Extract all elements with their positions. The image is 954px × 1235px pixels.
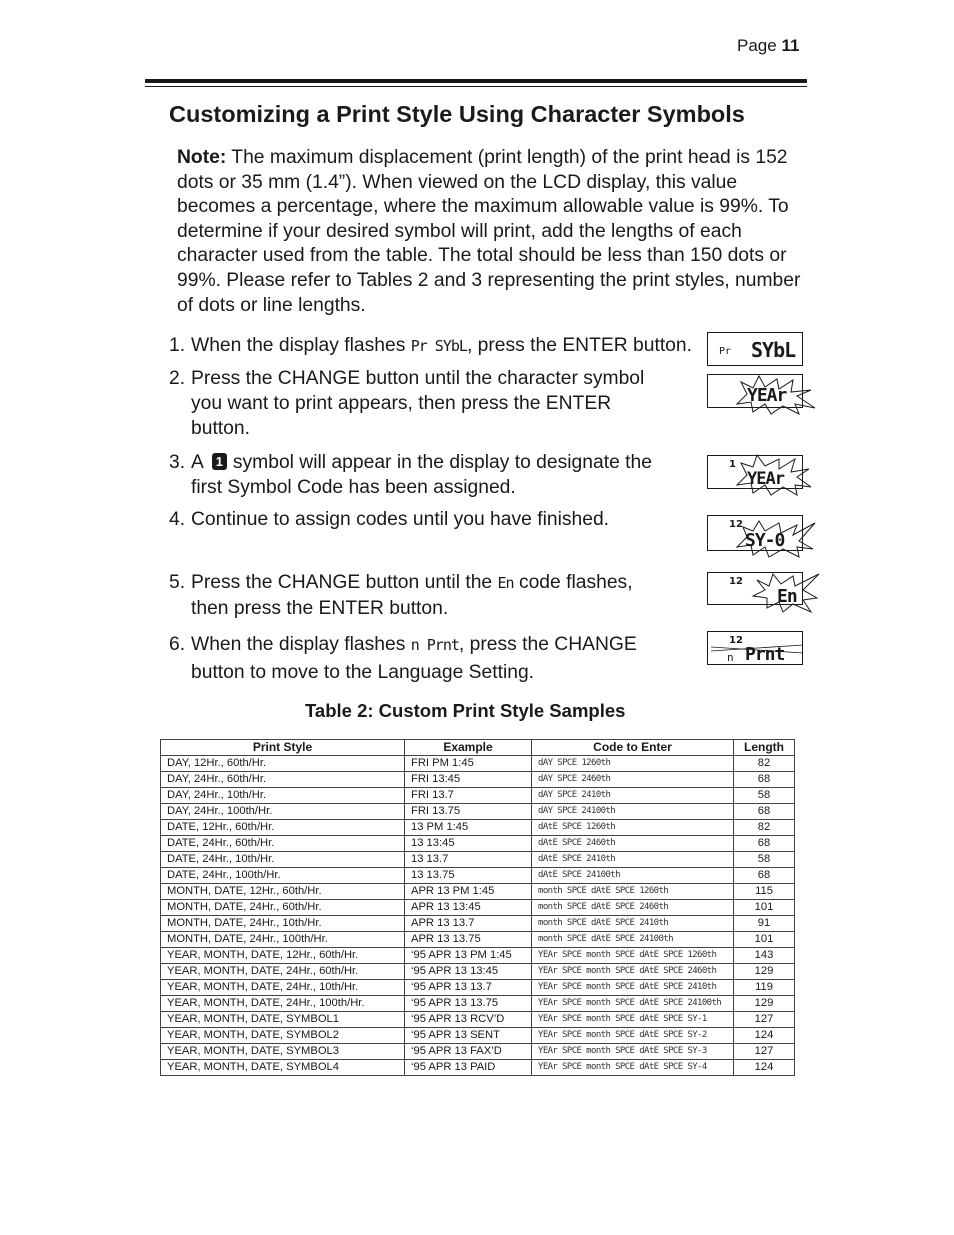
code-cell: dAY SPCE 2460th bbox=[532, 772, 734, 788]
column-header: Length bbox=[734, 740, 795, 756]
print-style-cell: YEAR, MONTH, DATE, 24Hr., 100th/Hr. bbox=[161, 996, 405, 1012]
table-row bbox=[161, 772, 795, 788]
symbol-badges: 12 bbox=[729, 519, 743, 530]
length-cell: 68 bbox=[734, 836, 795, 852]
code-cell: dAY SPCE 24100th bbox=[532, 804, 734, 820]
code-cell: dAtE SPCE 2460th bbox=[532, 836, 734, 852]
table-title: Table 2: Custom Print Style Samples bbox=[305, 700, 626, 721]
example-cell: ‘95 APR 13 13:45 bbox=[405, 964, 532, 980]
example-cell: FRI 13.7 bbox=[405, 788, 532, 804]
length-cell: 68 bbox=[734, 772, 795, 788]
table-row bbox=[161, 820, 795, 836]
code-cell: YEAr SPCE month SPCE dAtE SPCE SY-3 bbox=[532, 1044, 734, 1060]
lcd-display-4 bbox=[707, 515, 803, 551]
code-cell: month SPCE dAtE SPCE 1260th bbox=[532, 884, 734, 900]
table-header-row bbox=[161, 740, 795, 756]
length-cell: 58 bbox=[734, 852, 795, 868]
length-cell: 91 bbox=[734, 916, 795, 932]
print-style-cell: YEAR, MONTH, DATE, SYMBOL2 bbox=[161, 1028, 405, 1044]
column-header: Example bbox=[405, 740, 532, 756]
example-cell: APR 13 PM 1:45 bbox=[405, 884, 532, 900]
print-style-cell: DAY, 24Hr., 100th/Hr. bbox=[161, 804, 405, 820]
length-cell: 115 bbox=[734, 884, 795, 900]
example-cell: ‘95 APR 13 13.7 bbox=[405, 980, 532, 996]
symbol-badges: 12 bbox=[729, 635, 743, 646]
example-cell: ‘95 APR 13 13.75 bbox=[405, 996, 532, 1012]
step-4: 4. Continue to assign codes until you have finished. bbox=[169, 509, 610, 530]
example-cell: APR 13 13:45 bbox=[405, 900, 532, 916]
table-row bbox=[161, 804, 795, 820]
lcd-small-text: Pr bbox=[719, 346, 732, 357]
code-cell: month SPCE dAtE SPCE 2410th bbox=[532, 916, 734, 932]
example-cell: APR 13 13.75 bbox=[405, 932, 532, 948]
print-style-cell: YEAR, MONTH, DATE, SYMBOL3 bbox=[161, 1044, 405, 1060]
note-paragraph bbox=[177, 146, 817, 318]
example-cell: 13 13.75 bbox=[405, 868, 532, 884]
print-style-cell: MONTH, DATE, 24Hr., 10th/Hr. bbox=[161, 916, 405, 932]
example-cell: 13 13:45 bbox=[405, 836, 532, 852]
table-row bbox=[161, 788, 795, 804]
code-cell: dAY SPCE 1260th bbox=[532, 756, 734, 772]
lcd-display-5 bbox=[707, 572, 803, 605]
code-cell: YEAr SPCE month SPCE dAtE SPCE 2460th bbox=[532, 964, 734, 980]
table-row bbox=[161, 1028, 795, 1044]
length-cell: 82 bbox=[734, 756, 795, 772]
symbol-badges: 1 bbox=[729, 459, 736, 470]
lcd-big-text: Prnt bbox=[745, 644, 785, 665]
print-style-cell: YEAR, MONTH, DATE, SYMBOL1 bbox=[161, 1012, 405, 1028]
lcd-big-text: En bbox=[777, 586, 797, 607]
code-cell: YEAr SPCE month SPCE dAtE SPCE SY-1 bbox=[532, 1012, 734, 1028]
header-rule-thick bbox=[145, 79, 807, 83]
length-cell: 68 bbox=[734, 804, 795, 820]
print-style-cell: YEAR, MONTH, DATE, 12Hr., 60th/Hr. bbox=[161, 948, 405, 964]
print-style-cell: DAY, 24Hr., 60th/Hr. bbox=[161, 772, 405, 788]
table-row bbox=[161, 868, 795, 884]
step-2: 2. Press the CHANGE button until the character symbol you want to print appears, then press the ENTER button. bbox=[169, 368, 645, 439]
lcd-code-inline: n Prnt bbox=[410, 636, 459, 654]
print-style-table bbox=[160, 739, 795, 1076]
length-cell: 143 bbox=[734, 948, 795, 964]
table-row bbox=[161, 1060, 795, 1076]
lcd-big-text: SY-0 bbox=[745, 530, 785, 551]
example-cell: ‘95 APR 13 RCV’D bbox=[405, 1012, 532, 1028]
table-row bbox=[161, 756, 795, 772]
print-style-cell: DATE, 24Hr., 60th/Hr. bbox=[161, 836, 405, 852]
example-cell: FRI 13:45 bbox=[405, 772, 532, 788]
table-row bbox=[161, 884, 795, 900]
code-cell: YEAr SPCE month SPCE dAtE SPCE 1260th bbox=[532, 948, 734, 964]
column-header: Code to Enter bbox=[532, 740, 734, 756]
table-row bbox=[161, 916, 795, 932]
length-cell: 58 bbox=[734, 788, 795, 804]
lcd-code-inline: En bbox=[497, 574, 514, 592]
lcd-display-3 bbox=[707, 455, 803, 489]
example-cell: ‘95 APR 13 PAID bbox=[405, 1060, 532, 1076]
code-cell: YEAr SPCE month SPCE dAtE SPCE 24100th bbox=[532, 996, 734, 1012]
code-cell: month SPCE dAtE SPCE 24100th bbox=[532, 932, 734, 948]
example-cell: ‘95 APR 13 SENT bbox=[405, 1028, 532, 1044]
example-cell: 13 13.7 bbox=[405, 852, 532, 868]
code-cell: YEAr SPCE month SPCE dAtE SPCE SY-2 bbox=[532, 1028, 734, 1044]
code-cell: dAtE SPCE 24100th bbox=[532, 868, 734, 884]
example-cell: APR 13 13.7 bbox=[405, 916, 532, 932]
table-row bbox=[161, 996, 795, 1012]
step-6: 6. When the display flashes n Prnt, press the CHANGE button to move to the Language Setting. bbox=[169, 634, 637, 683]
print-style-cell: DAY, 12Hr., 60th/Hr. bbox=[161, 756, 405, 772]
table-row bbox=[161, 900, 795, 916]
lcd-big-text: SYbL bbox=[751, 338, 796, 362]
length-cell: 127 bbox=[734, 1012, 795, 1028]
code-cell: YEAr SPCE month SPCE dAtE SPCE SY-4 bbox=[532, 1060, 734, 1076]
example-cell: ‘95 APR 13 PM 1:45 bbox=[405, 948, 532, 964]
print-style-cell: YEAR, MONTH, DATE, 24Hr., 10th/Hr. bbox=[161, 980, 405, 996]
length-cell: 68 bbox=[734, 868, 795, 884]
lcd-big-text: YEAr bbox=[747, 385, 787, 406]
code-cell: YEAr SPCE month SPCE dAtE SPCE 2410th bbox=[532, 980, 734, 996]
section-title: Customizing a Print Style Using Character Symbols bbox=[169, 101, 745, 127]
print-style-cell: DAY, 24Hr., 10th/Hr. bbox=[161, 788, 405, 804]
step-3: 3. A 1 symbol will appear in the display to designate the first Symbol Code has been assigned. bbox=[169, 452, 652, 498]
table-row bbox=[161, 836, 795, 852]
lcd-code-inline: Pr SYbL bbox=[410, 337, 467, 355]
symbol-badge: 1 bbox=[212, 453, 227, 470]
print-style-cell: DATE, 12Hr., 60th/Hr. bbox=[161, 820, 405, 836]
length-cell: 124 bbox=[734, 1060, 795, 1076]
print-style-cell: MONTH, DATE, 12Hr., 60th/Hr. bbox=[161, 884, 405, 900]
symbol-badges: 12 bbox=[729, 576, 743, 587]
length-cell: 124 bbox=[734, 1028, 795, 1044]
example-cell: ‘95 APR 13 FAX’D bbox=[405, 1044, 532, 1060]
table-row bbox=[161, 964, 795, 980]
print-style-cell: MONTH, DATE, 24Hr., 60th/Hr. bbox=[161, 900, 405, 916]
example-cell: FRI 13.75 bbox=[405, 804, 532, 820]
code-cell: month SPCE dAtE SPCE 2460th bbox=[532, 900, 734, 916]
code-cell: dAtE SPCE 2410th bbox=[532, 852, 734, 868]
code-cell: dAtE SPCE 1260th bbox=[532, 820, 734, 836]
header-rule-thin bbox=[145, 86, 807, 87]
print-style-cell: DATE, 24Hr., 10th/Hr. bbox=[161, 852, 405, 868]
length-cell: 119 bbox=[734, 980, 795, 996]
step-1: 1. When the display flashes Pr SYbL, press the ENTER button. bbox=[169, 335, 692, 356]
table-row bbox=[161, 932, 795, 948]
note-label: Note: bbox=[177, 147, 227, 168]
length-cell: 82 bbox=[734, 820, 795, 836]
length-cell: 101 bbox=[734, 932, 795, 948]
length-cell: 101 bbox=[734, 900, 795, 916]
example-cell: FRI PM 1:45 bbox=[405, 756, 532, 772]
lcd-display-2 bbox=[707, 374, 803, 408]
table-row bbox=[161, 1044, 795, 1060]
table-row bbox=[161, 980, 795, 996]
column-header: Print Style bbox=[161, 740, 405, 756]
table-row bbox=[161, 1012, 795, 1028]
table-row bbox=[161, 852, 795, 868]
page-number: Page 11 bbox=[737, 36, 800, 55]
length-cell: 129 bbox=[734, 964, 795, 980]
print-style-cell: YEAR, MONTH, DATE, SYMBOL4 bbox=[161, 1060, 405, 1076]
lcd-display-6 bbox=[707, 631, 803, 665]
lcd-big-text: YEAr bbox=[747, 469, 784, 489]
lcd-display-1 bbox=[707, 332, 803, 366]
print-style-cell: MONTH, DATE, 24Hr., 100th/Hr. bbox=[161, 932, 405, 948]
print-style-cell: YEAR, MONTH, DATE, 24Hr., 60th/Hr. bbox=[161, 964, 405, 980]
example-cell: 13 PM 1:45 bbox=[405, 820, 532, 836]
note-text: The maximum displacement (print length) of the print head is 152 dots or 35 mm (1.4”). When viewed on the LCD display, this value becomes a percentage, where the maximum allowable value is 99%. To determine if your desired symbol will print, add the lengths of each character used from the table. The total should be less than 150 dots or 99%. Please refer to Tables 2 and 3 representing the print styles, number of dots or line lengths. bbox=[177, 147, 801, 316]
print-style-cell: DATE, 24Hr., 100th/Hr. bbox=[161, 868, 405, 884]
lcd-small-text: n bbox=[727, 651, 734, 664]
code-cell: dAY SPCE 2410th bbox=[532, 788, 734, 804]
length-cell: 127 bbox=[734, 1044, 795, 1060]
step-5: 5. Press the CHANGE button until the En code flashes, then press the ENTER button. bbox=[169, 572, 633, 619]
length-cell: 129 bbox=[734, 996, 795, 1012]
table-row bbox=[161, 948, 795, 964]
